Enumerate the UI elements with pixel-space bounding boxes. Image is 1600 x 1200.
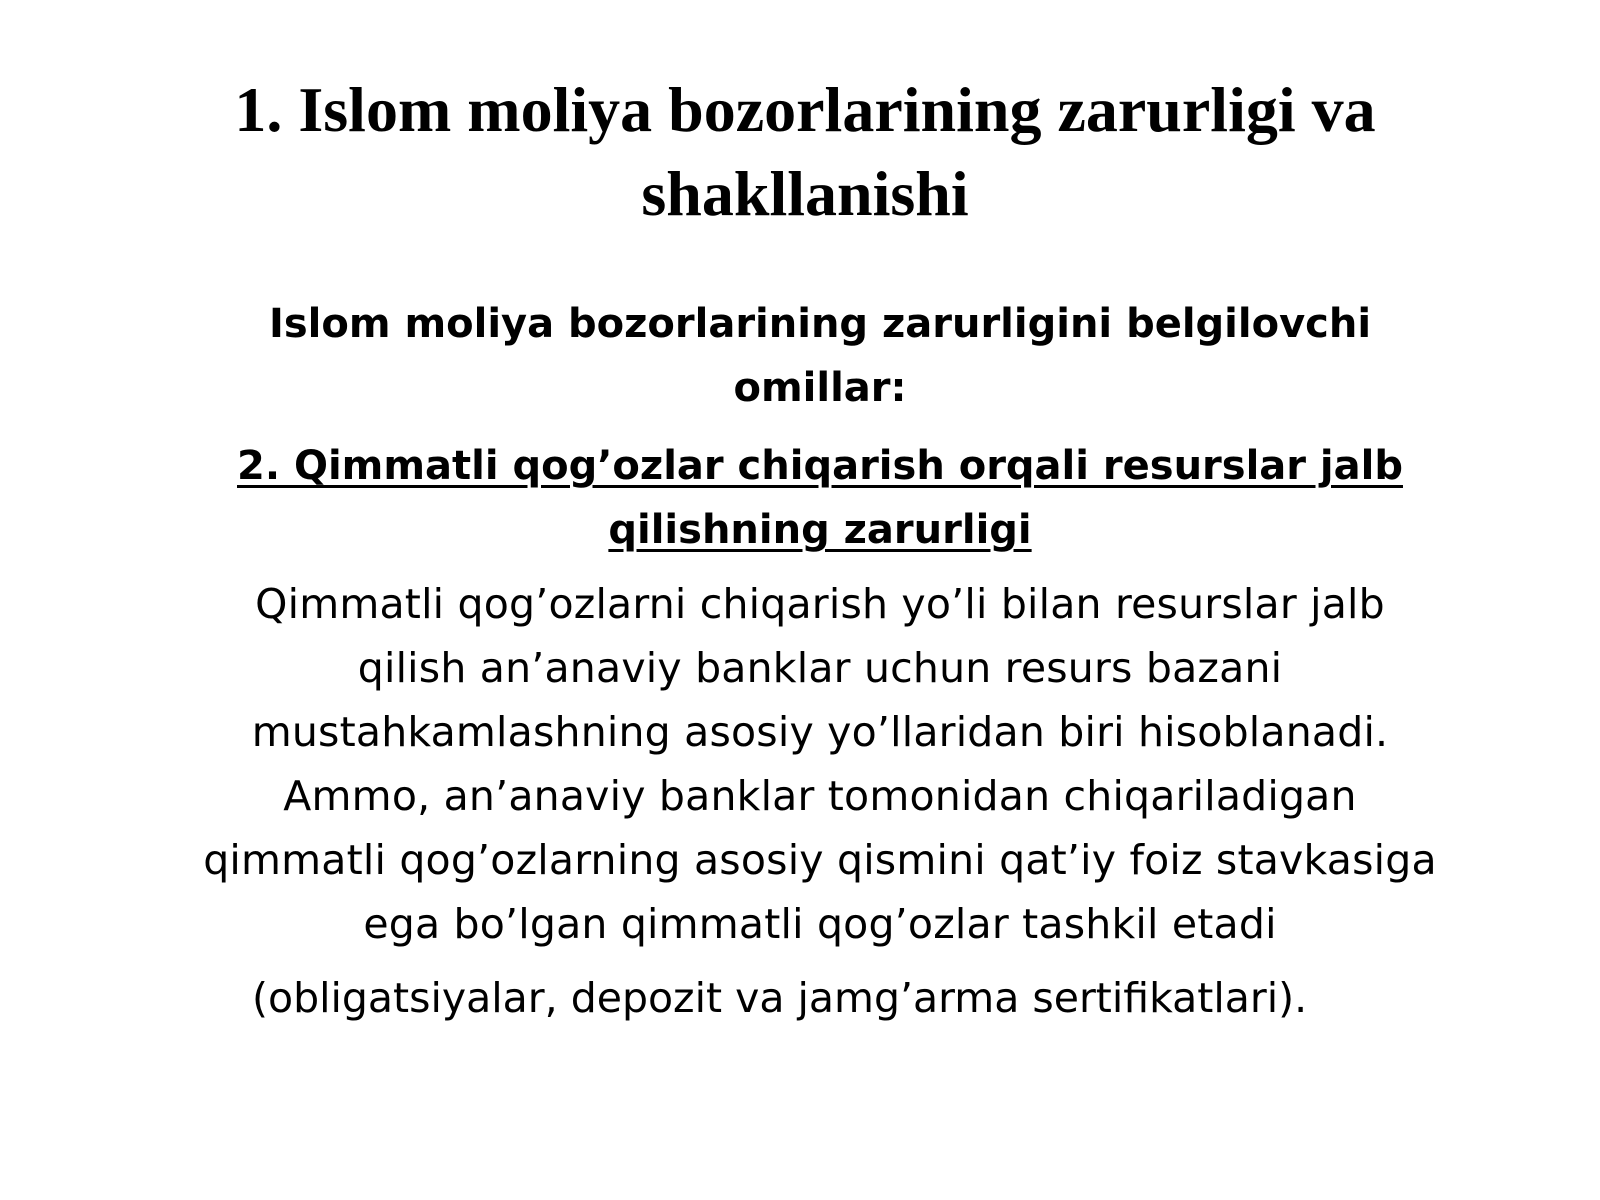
- slide-subtitle: Islom moliya bozorlarining zarurligini belgilovchi omillar:: [268, 301, 1372, 411]
- section-heading: 2. Qimmatli qog’ozlar chiqarish orqali resurslar jalb qilishning zarurligi: [237, 443, 1403, 553]
- body-paragraph: Qimmatli qog’ozlarni chiqarish yo’li bilan resurslar jalb qilish an’anaviy banklar uchun resurs bazani mustahkamlashning asosiy yo’llaridan biri hisoblanadi. Ammo, an’anaviy banklar tomonidan chiqariladigan qimmatli qog’ozlarning asosiy qismini qat’iy foiz stavkasiga ega bo’lgan qimmatli qog’ozlar tashkil etadi: [203, 580, 1437, 948]
- slide-title: 1. Islom moliya bozorlarining zarurligi va shakllanishi: [234, 74, 1376, 229]
- slide-content: [200, 292, 1440, 1030]
- body-note: (obligatsiyalar, depozit va jamg’arma sertifikatlari).: [252, 974, 1308, 1022]
